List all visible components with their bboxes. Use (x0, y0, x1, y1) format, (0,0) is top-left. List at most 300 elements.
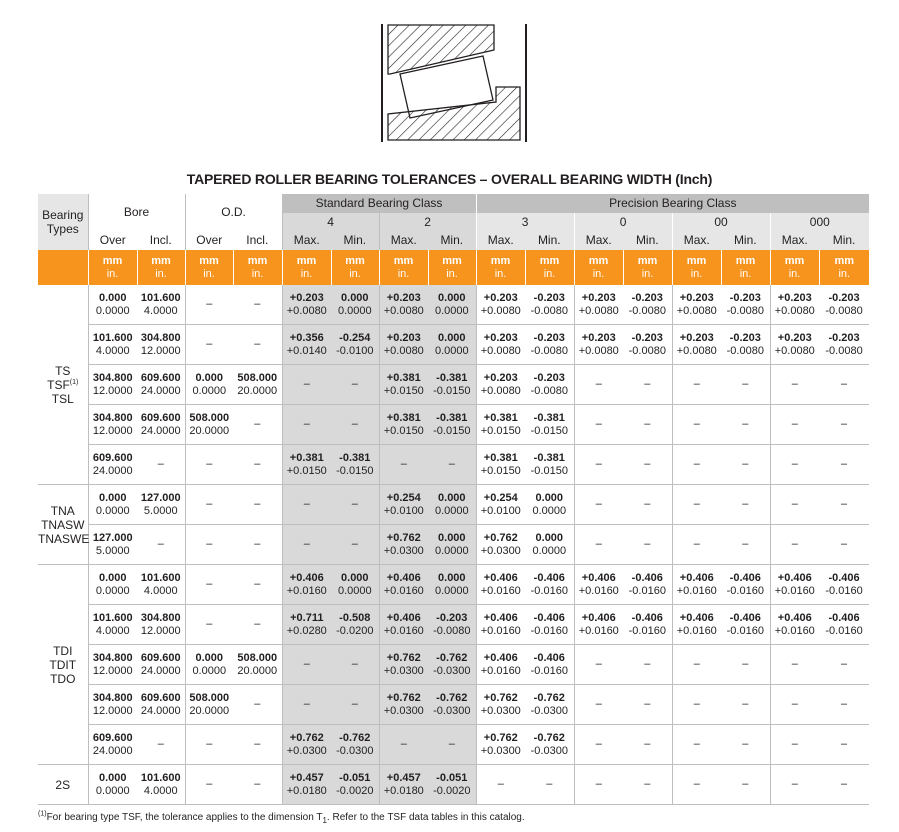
table-cell (331, 405, 379, 445)
table-cell (185, 605, 233, 645)
table-cell (428, 405, 476, 445)
value-in: -0.0300 (433, 664, 471, 677)
value-in: -0.0100 (336, 344, 374, 357)
value-in: +0.0080 (578, 304, 619, 317)
table-cell (282, 445, 331, 485)
value-dash: – (206, 578, 213, 590)
unit-mm: mm (296, 254, 317, 267)
table-cell (672, 525, 721, 565)
unit-mm: mm (539, 254, 560, 267)
value-dash: – (254, 338, 261, 350)
value-in: 20.0000 (237, 384, 278, 397)
table-cell (233, 565, 282, 605)
table-cell (428, 285, 476, 325)
value-mm: +0.203 (483, 371, 518, 384)
value-in: +0.0150 (383, 424, 424, 437)
value-mm: +0.203 (483, 331, 518, 344)
table-cell (770, 485, 819, 525)
value-mm: 609.600 (140, 371, 181, 384)
units-cell (282, 250, 331, 285)
od-header: O.D. (185, 194, 282, 231)
table-cell (428, 685, 476, 725)
value-in: -0.0150 (433, 424, 471, 437)
value-in: +0.0300 (286, 744, 327, 757)
table-cell (233, 525, 282, 565)
value-in: -0.0200 (336, 624, 374, 637)
value-in: -0.0160 (530, 624, 568, 637)
value-mm: -0.203 (729, 291, 761, 304)
value-dash: – (693, 778, 700, 790)
value-in: 24.0000 (140, 664, 181, 677)
unit-in: in. (690, 267, 703, 280)
value-dash: – (693, 498, 700, 510)
value-in: +0.0160 (774, 584, 815, 597)
table-cell (476, 445, 525, 485)
table-cell (721, 565, 770, 605)
value-in: 0.0000 (95, 504, 130, 517)
table-cell (525, 725, 574, 765)
table-cell (819, 765, 869, 805)
value-in: 4.0000 (143, 584, 178, 597)
table-cell (185, 565, 233, 605)
table-cell (819, 405, 869, 445)
unit-mm: mm (247, 254, 268, 267)
value-mm: +0.762 (386, 531, 421, 544)
table-cell (721, 605, 770, 645)
value-mm: +0.203 (386, 331, 421, 344)
value-mm: +0.762 (483, 691, 518, 704)
value-in: -0.0300 (336, 744, 374, 757)
value-mm: +0.254 (386, 491, 421, 504)
table-cell (672, 605, 721, 645)
table-cell (137, 725, 185, 765)
table-cell (88, 405, 137, 445)
value-in: +0.0300 (383, 704, 424, 717)
table-cell (331, 605, 379, 645)
value-in: 24.0000 (92, 464, 133, 477)
group-label-text: TDIT (49, 657, 77, 672)
group-label-text: TSF (47, 377, 70, 392)
table-cell (137, 525, 185, 565)
value-in: +0.0140 (286, 344, 327, 357)
table-cell (476, 325, 525, 365)
table-row (38, 445, 869, 485)
group-label-line (38, 658, 88, 672)
table-cell (819, 485, 869, 525)
value-in: 20.0000 (189, 704, 230, 717)
table-cell (476, 485, 525, 525)
group-tdi (38, 565, 88, 765)
table-cell (282, 605, 331, 645)
od-incl-header: Incl. (233, 231, 282, 250)
table-cell (574, 765, 623, 805)
value-dash: – (742, 458, 749, 470)
value-in: -0.0020 (336, 784, 374, 797)
value-dash: – (351, 698, 358, 710)
value-in: -0.0150 (433, 384, 471, 397)
table-cell (574, 725, 623, 765)
value-in: +0.0080 (774, 344, 815, 357)
table-cell (331, 285, 379, 325)
value-dash: – (157, 538, 164, 550)
value-in: 24.0000 (140, 384, 181, 397)
value-in: -0.0160 (530, 584, 568, 597)
table-cell (185, 325, 233, 365)
value-mm: +0.203 (581, 291, 616, 304)
group-label-line (38, 532, 88, 546)
value-in: -0.0080 (628, 344, 666, 357)
bearing-cross-section-diagram (378, 22, 530, 144)
table-cell (233, 485, 282, 525)
value-mm: +0.406 (777, 571, 812, 584)
value-dash: – (254, 418, 261, 430)
value-mm: 304.800 (92, 371, 133, 384)
unit-mm: mm (588, 254, 609, 267)
table-cell (721, 285, 770, 325)
value-dash: – (791, 498, 798, 510)
table-cell (819, 645, 869, 685)
standard-class-header: Standard Bearing Class (282, 194, 476, 213)
table-cell (672, 765, 721, 805)
table-cell (379, 445, 428, 485)
table-cell (770, 645, 819, 685)
table-cell (574, 565, 623, 605)
table-cell (88, 485, 137, 525)
c2-max-header: Max. (379, 231, 428, 250)
table-cell (574, 285, 623, 325)
value-in: +0.0080 (676, 304, 717, 317)
value-dash: – (791, 738, 798, 750)
group-ts (38, 285, 88, 485)
value-mm: +0.406 (777, 611, 812, 624)
units-cell (428, 250, 476, 285)
value-mm: -0.762 (533, 691, 565, 704)
value-dash: – (693, 658, 700, 670)
unit-in: in. (251, 267, 264, 280)
table-cell (525, 405, 574, 445)
table-cell (721, 645, 770, 685)
value-dash: – (693, 418, 700, 430)
table-cell (137, 285, 185, 325)
table-cell (137, 325, 185, 365)
value-mm: 101.600 (92, 611, 133, 624)
table-title: TAPERED ROLLER BEARING TOLERANCES – OVERALL BEARING WIDTH (Inch) (186, 171, 713, 187)
table-cell (282, 765, 331, 805)
table-cell (233, 365, 282, 405)
units-cell (721, 250, 770, 285)
value-mm: -0.406 (631, 611, 663, 624)
table-cell (819, 365, 869, 405)
value-dash: – (693, 738, 700, 750)
table-cell (282, 525, 331, 565)
value-dash: – (693, 378, 700, 390)
value-dash: – (693, 458, 700, 470)
table-cell (185, 485, 233, 525)
table-cell (623, 365, 672, 405)
table-cell (770, 525, 819, 565)
value-in: 0.0000 (192, 384, 227, 397)
value-mm: +0.711 (290, 611, 324, 624)
value-mm: 609.600 (140, 691, 181, 704)
table-cell (185, 765, 233, 805)
table-cell (379, 525, 428, 565)
table-cell (379, 365, 428, 405)
value-dash: – (840, 498, 848, 510)
units-cell (137, 250, 185, 285)
group-label-text: TNASW (41, 517, 85, 532)
footnote-marker: (1) (38, 810, 47, 818)
value-in: 0.0000 (95, 304, 130, 317)
value-in: 12.0000 (140, 344, 181, 357)
value-in: -0.0300 (530, 704, 568, 717)
value-in: -0.0160 (530, 664, 568, 677)
table-cell (282, 285, 331, 325)
value-in: +0.0160 (383, 624, 424, 637)
unit-in: in. (349, 267, 361, 280)
value-mm: 609.600 (92, 731, 133, 744)
value-dash: – (206, 538, 213, 550)
value-mm: +0.457 (289, 771, 324, 784)
value-dash: – (840, 778, 848, 790)
group-label-line (38, 672, 88, 686)
table-cell (672, 645, 721, 685)
value-in: 24.0000 (92, 744, 133, 757)
value-mm: -0.051 (436, 771, 468, 784)
value-dash: – (254, 578, 261, 590)
table-cell (672, 405, 721, 445)
value-mm: +0.406 (386, 571, 421, 584)
value-mm: 101.600 (92, 331, 133, 344)
table-cell (233, 445, 282, 485)
value-mm: 0.000 (98, 291, 127, 304)
value-dash: – (254, 498, 261, 510)
table-cell (137, 445, 185, 485)
value-in: 0.0000 (434, 584, 469, 597)
table-cell (331, 725, 379, 765)
value-dash: – (742, 778, 749, 790)
unit-mm: mm (442, 254, 462, 267)
value-mm: 304.800 (92, 411, 133, 424)
table-cell (819, 285, 869, 325)
c4-max-header: Max. (282, 231, 331, 250)
units-cell (770, 250, 819, 285)
value-in: -0.0080 (825, 344, 863, 357)
value-dash: – (644, 418, 651, 430)
units-cell (525, 250, 574, 285)
table-cell (623, 565, 672, 605)
group-label-text: TS (55, 363, 71, 378)
table-cell (379, 325, 428, 365)
value-in: +0.0160 (774, 624, 815, 637)
table-cell (623, 525, 672, 565)
table-row (38, 285, 869, 325)
value-mm: +0.381 (386, 371, 421, 384)
value-mm: +0.406 (483, 611, 518, 624)
value-in: -0.0300 (433, 704, 471, 717)
value-in: -0.0160 (628, 584, 666, 597)
value-mm: 609.600 (140, 411, 181, 424)
table-cell (819, 565, 869, 605)
table-cell (574, 445, 623, 485)
value-mm: -0.762 (533, 731, 565, 744)
value-dash: – (254, 738, 261, 750)
table-cell (770, 325, 819, 365)
table-cell (428, 645, 476, 685)
value-mm: +0.406 (581, 611, 616, 624)
unit-mm: mm (151, 254, 171, 267)
class-4-header: 4 (282, 213, 379, 231)
group-label-line (38, 778, 88, 792)
table-cell (233, 325, 282, 365)
value-in: 12.0000 (140, 624, 181, 637)
value-mm: 609.600 (140, 651, 181, 664)
value-mm: 304.800 (92, 651, 133, 664)
value-in: +0.0080 (676, 344, 717, 357)
units-cell (233, 250, 282, 285)
table-cell (331, 365, 379, 405)
table-cell (525, 485, 574, 525)
value-dash: – (351, 378, 358, 390)
value-mm: -0.406 (828, 571, 860, 584)
value-dash: – (742, 538, 749, 550)
table-cell (623, 285, 672, 325)
table-cell (525, 605, 574, 645)
value-mm: 101.600 (140, 571, 181, 584)
value-dash: – (644, 538, 651, 550)
table-cell (88, 525, 137, 565)
table-cell (574, 485, 623, 525)
table-cell (137, 565, 185, 605)
table-cell (574, 605, 623, 645)
group-label-text: TNASWE (38, 531, 90, 546)
table-cell (770, 445, 819, 485)
value-mm: +0.203 (581, 331, 616, 344)
class-0-header: 0 (574, 213, 672, 231)
value-mm: +0.406 (483, 571, 518, 584)
value-in: 0.0000 (434, 304, 469, 317)
od-over-header: Over (185, 231, 233, 250)
units-cell (379, 250, 428, 285)
table-cell (88, 365, 137, 405)
units-cell (88, 250, 137, 285)
value-in: +0.0160 (480, 664, 521, 677)
value-in: -0.0080 (726, 304, 764, 317)
value-mm: 0.000 (438, 291, 466, 304)
value-dash: – (742, 658, 749, 670)
unit-mm: mm (637, 254, 658, 267)
value-mm: +0.203 (679, 291, 714, 304)
value-in: +0.0300 (480, 544, 521, 557)
value-mm: -0.203 (533, 331, 565, 344)
value-dash: – (206, 738, 213, 750)
table-cell (137, 645, 185, 685)
value-in: +0.0160 (480, 584, 521, 597)
c4-min-header: Min. (331, 231, 379, 250)
table-row (38, 605, 869, 645)
value-mm: -0.254 (339, 331, 371, 344)
value-dash: – (303, 498, 310, 510)
value-dash: – (351, 498, 358, 510)
group-label-text: TDO (50, 671, 76, 686)
unit-in: in. (592, 267, 605, 280)
table-cell (428, 525, 476, 565)
table-cell (185, 405, 233, 445)
value-in: 0.0000 (532, 504, 567, 517)
table-cell (721, 405, 770, 445)
value-dash: – (254, 618, 261, 630)
table-cell (819, 725, 869, 765)
table-cell (88, 765, 137, 805)
value-in: +0.0080 (480, 384, 521, 397)
table-cell (379, 685, 428, 725)
value-in: -0.0080 (530, 344, 568, 357)
value-dash: – (497, 778, 504, 790)
value-mm: 304.800 (140, 611, 181, 624)
table-cell (233, 405, 282, 445)
value-mm: -0.762 (436, 651, 468, 664)
table-cell (476, 685, 525, 725)
group-label-line (38, 504, 88, 518)
table-cell (672, 485, 721, 525)
value-mm: +0.203 (483, 291, 518, 304)
value-mm: 101.600 (140, 771, 181, 784)
value-dash: – (595, 738, 602, 750)
value-in: +0.0150 (383, 384, 424, 397)
value-in: +0.0160 (676, 624, 717, 637)
value-mm: -0.203 (436, 611, 468, 624)
unit-in: in. (106, 267, 119, 280)
value-in: -0.0160 (825, 624, 863, 637)
value-mm: 508.000 (189, 411, 230, 424)
table-cell (476, 365, 525, 405)
table-cell (331, 485, 379, 525)
value-dash: – (351, 658, 358, 670)
value-dash: – (791, 458, 798, 470)
value-mm: +0.406 (679, 611, 714, 624)
table-cell (476, 765, 525, 805)
value-in: +0.0160 (676, 584, 717, 597)
table-cell (233, 685, 282, 725)
value-dash: – (791, 418, 798, 430)
value-dash: – (254, 778, 261, 790)
table-cell (525, 565, 574, 605)
value-dash: – (840, 378, 848, 390)
value-in: +0.0300 (480, 744, 521, 757)
unit-in: in. (300, 267, 313, 280)
table-cell (331, 325, 379, 365)
table-cell (525, 285, 574, 325)
value-in: 12.0000 (92, 664, 133, 677)
value-in: -0.0160 (726, 624, 764, 637)
precision-class-header: Precision Bearing Class (476, 194, 869, 213)
table-cell (476, 405, 525, 445)
value-dash: – (840, 418, 848, 430)
value-dash: – (840, 458, 848, 470)
units-cell (672, 250, 721, 285)
table-cell (623, 725, 672, 765)
table-cell (623, 405, 672, 445)
table-cell (233, 285, 282, 325)
table-cell (233, 765, 282, 805)
value-in: -0.0080 (825, 304, 863, 317)
value-mm: 0.000 (195, 371, 224, 384)
table-cell (476, 645, 525, 685)
table-cell (282, 365, 331, 405)
value-in: -0.0080 (530, 384, 568, 397)
value-dash: – (303, 658, 310, 670)
value-in: -0.0020 (433, 784, 471, 797)
value-mm: -0.381 (339, 451, 371, 464)
